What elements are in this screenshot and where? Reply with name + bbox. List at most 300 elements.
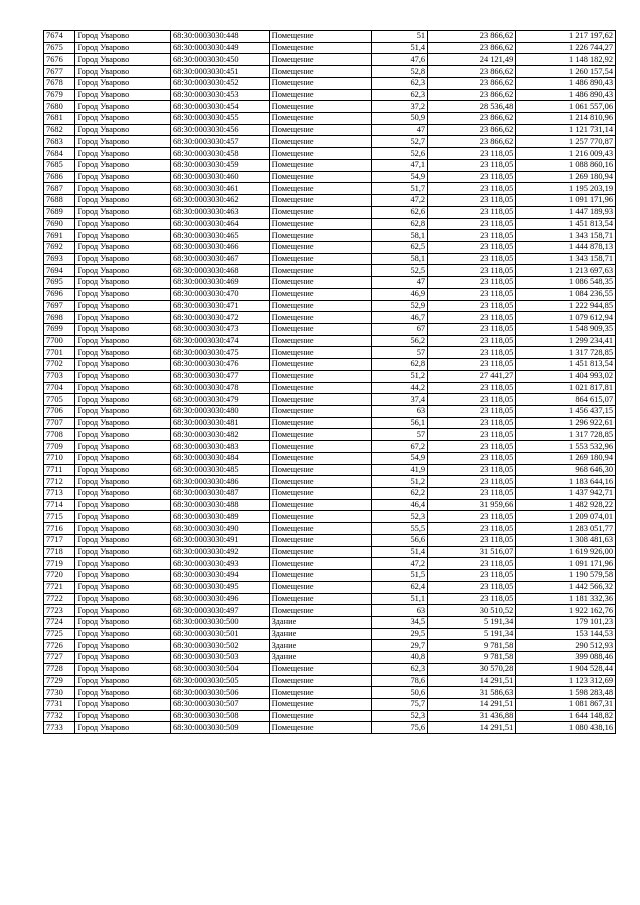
area-cell: 51,7 xyxy=(372,183,428,195)
table-row xyxy=(44,616,616,628)
cadastral-value-cell: 1 486 890,43 xyxy=(516,77,616,89)
table-row xyxy=(44,218,616,230)
row-number-cell: 7689 xyxy=(44,206,75,218)
cadastral-number-cell: 68:30:0003030:497 xyxy=(170,605,269,617)
table-row xyxy=(44,382,616,394)
cadastral-number-cell: 68:30:0003030:471 xyxy=(170,300,269,312)
unit-value-cell: 23 118,05 xyxy=(428,148,516,160)
object-type-cell: Помещение xyxy=(269,265,372,277)
unit-value-cell: 23 118,05 xyxy=(428,265,516,277)
row-number-cell: 7681 xyxy=(44,113,75,125)
area-cell: 47,6 xyxy=(372,54,428,66)
municipality-cell: Город Уварово xyxy=(75,523,171,535)
unit-value-cell: 23 118,05 xyxy=(428,277,516,289)
cadastral-value-cell: 1 451 813,54 xyxy=(516,218,616,230)
object-type-cell: Здание xyxy=(269,652,372,664)
municipality-cell: Город Уварово xyxy=(75,77,171,89)
object-type-cell: Помещение xyxy=(269,241,372,253)
unit-value-cell: 23 118,05 xyxy=(428,382,516,394)
area-cell: 62,8 xyxy=(372,218,428,230)
row-number-cell: 7697 xyxy=(44,300,75,312)
unit-value-cell: 23 118,05 xyxy=(428,558,516,570)
row-number-cell: 7674 xyxy=(44,31,75,43)
row-number-cell: 7675 xyxy=(44,42,75,54)
unit-value-cell: 31 516,07 xyxy=(428,546,516,558)
table-row xyxy=(44,101,616,113)
table-row xyxy=(44,347,616,359)
cadastral-value-cell: 1 086 548,35 xyxy=(516,277,616,289)
unit-value-cell: 23 118,05 xyxy=(428,347,516,359)
object-type-cell: Помещение xyxy=(269,183,372,195)
table-row xyxy=(44,323,616,335)
object-type-cell: Помещение xyxy=(269,54,372,66)
unit-value-cell: 23 118,05 xyxy=(428,488,516,500)
area-cell: 50,6 xyxy=(372,687,428,699)
table-row xyxy=(44,546,616,558)
area-cell: 29,5 xyxy=(372,628,428,640)
table-row xyxy=(44,441,616,453)
object-type-cell: Помещение xyxy=(269,687,372,699)
area-cell: 51,1 xyxy=(372,593,428,605)
cadastral-value-cell: 1 444 878,13 xyxy=(516,241,616,253)
cadastral-number-cell: 68:30:0003030:476 xyxy=(170,359,269,371)
municipality-cell: Город Уварово xyxy=(75,171,171,183)
unit-value-cell: 23 118,05 xyxy=(428,288,516,300)
cadastral-value-cell: 1 283 051,77 xyxy=(516,523,616,535)
cadastral-number-cell: 68:30:0003030:487 xyxy=(170,488,269,500)
unit-value-cell: 23 118,05 xyxy=(428,241,516,253)
object-type-cell: Помещение xyxy=(269,312,372,324)
cadastral-number-cell: 68:30:0003030:470 xyxy=(170,288,269,300)
area-cell: 46,9 xyxy=(372,288,428,300)
area-cell: 41,9 xyxy=(372,464,428,476)
cadastral-value-cell: 1 317 728,85 xyxy=(516,429,616,441)
cadastral-value-cell: 179 101,23 xyxy=(516,616,616,628)
row-number-cell: 7720 xyxy=(44,570,75,582)
row-number-cell: 7711 xyxy=(44,464,75,476)
object-type-cell: Помещение xyxy=(269,89,372,101)
object-type-cell: Помещение xyxy=(269,42,372,54)
municipality-cell: Город Уварово xyxy=(75,616,171,628)
area-cell: 47,2 xyxy=(372,195,428,207)
row-number-cell: 7731 xyxy=(44,698,75,710)
cadastral-number-cell: 68:30:0003030:466 xyxy=(170,241,269,253)
object-type-cell: Помещение xyxy=(269,101,372,113)
row-number-cell: 7709 xyxy=(44,441,75,453)
cadastral-number-cell: 68:30:0003030:483 xyxy=(170,441,269,453)
cadastral-value-cell: 1 548 909,35 xyxy=(516,323,616,335)
row-number-cell: 7687 xyxy=(44,183,75,195)
object-type-cell: Помещение xyxy=(269,698,372,710)
table-row xyxy=(44,159,616,171)
municipality-cell: Город Уварово xyxy=(75,347,171,359)
table-row xyxy=(44,31,616,43)
unit-value-cell: 23 118,05 xyxy=(428,253,516,265)
cadastral-number-cell: 68:30:0003030:505 xyxy=(170,675,269,687)
table-row xyxy=(44,452,616,464)
unit-value-cell: 9 781,58 xyxy=(428,640,516,652)
object-type-cell: Здание xyxy=(269,640,372,652)
table-row xyxy=(44,171,616,183)
cadastral-number-cell: 68:30:0003030:500 xyxy=(170,616,269,628)
cadastral-number-cell: 68:30:0003030:473 xyxy=(170,323,269,335)
area-cell: 52,3 xyxy=(372,710,428,722)
unit-value-cell: 23 866,62 xyxy=(428,136,516,148)
object-type-cell: Помещение xyxy=(269,511,372,523)
area-cell: 52,9 xyxy=(372,300,428,312)
row-number-cell: 7692 xyxy=(44,241,75,253)
cadastral-number-cell: 68:30:0003030:481 xyxy=(170,417,269,429)
municipality-cell: Город Уварово xyxy=(75,675,171,687)
municipality-cell: Город Уварово xyxy=(75,652,171,664)
object-type-cell: Помещение xyxy=(269,124,372,136)
table-row xyxy=(44,476,616,488)
row-number-cell: 7733 xyxy=(44,722,75,734)
object-type-cell: Помещение xyxy=(269,722,372,734)
cadastral-number-cell: 68:30:0003030:465 xyxy=(170,230,269,242)
cadastral-value-cell: 153 144,53 xyxy=(516,628,616,640)
unit-value-cell: 23 118,05 xyxy=(428,183,516,195)
cadastral-value-cell: 1 308 481,63 xyxy=(516,534,616,546)
area-cell: 56,1 xyxy=(372,417,428,429)
cadastral-value-cell: 1 299 234,41 xyxy=(516,335,616,347)
object-type-cell: Помещение xyxy=(269,206,372,218)
object-type-cell: Помещение xyxy=(269,417,372,429)
object-type-cell: Помещение xyxy=(269,288,372,300)
cadastral-number-cell: 68:30:0003030:501 xyxy=(170,628,269,640)
area-cell: 58,1 xyxy=(372,230,428,242)
unit-value-cell: 23 118,05 xyxy=(428,335,516,347)
cadastral-number-cell: 68:30:0003030:503 xyxy=(170,652,269,664)
municipality-cell: Город Уварово xyxy=(75,148,171,160)
object-type-cell: Помещение xyxy=(269,323,372,335)
object-type-cell: Помещение xyxy=(269,499,372,511)
object-type-cell: Помещение xyxy=(269,218,372,230)
cadastral-value-cell: 1 209 074,01 xyxy=(516,511,616,523)
table-row xyxy=(44,370,616,382)
area-cell: 37,2 xyxy=(372,101,428,113)
table-row xyxy=(44,710,616,722)
municipality-cell: Город Уварово xyxy=(75,206,171,218)
cadastral-number-cell: 68:30:0003030:488 xyxy=(170,499,269,511)
cadastral-value-cell: 1 123 312,69 xyxy=(516,675,616,687)
unit-value-cell: 31 436,88 xyxy=(428,710,516,722)
area-cell: 50,9 xyxy=(372,113,428,125)
municipality-cell: Город Уварово xyxy=(75,429,171,441)
cadastral-value-cell: 1 447 189,93 xyxy=(516,206,616,218)
municipality-cell: Город Уварово xyxy=(75,241,171,253)
unit-value-cell: 31 586,63 xyxy=(428,687,516,699)
table-row xyxy=(44,593,616,605)
row-number-cell: 7706 xyxy=(44,406,75,418)
cadastral-value-cell: 1 922 162,76 xyxy=(516,605,616,617)
area-cell: 58,1 xyxy=(372,253,428,265)
area-cell: 54,9 xyxy=(372,171,428,183)
cadastral-number-cell: 68:30:0003030:464 xyxy=(170,218,269,230)
cadastral-value-cell: 1 598 283,48 xyxy=(516,687,616,699)
cadastral-number-cell: 68:30:0003030:507 xyxy=(170,698,269,710)
table-row xyxy=(44,136,616,148)
municipality-cell: Город Уварово xyxy=(75,546,171,558)
table-row xyxy=(44,66,616,78)
cadastral-value-cell: 1 451 813,54 xyxy=(516,359,616,371)
row-number-cell: 7724 xyxy=(44,616,75,628)
row-number-cell: 7680 xyxy=(44,101,75,113)
cadastral-number-cell: 68:30:0003030:457 xyxy=(170,136,269,148)
unit-value-cell: 23 118,05 xyxy=(428,230,516,242)
municipality-cell: Город Уварово xyxy=(75,31,171,43)
table-row xyxy=(44,511,616,523)
cadastral-value-cell: 1 269 180,94 xyxy=(516,171,616,183)
cadastral-number-cell: 68:30:0003030:484 xyxy=(170,452,269,464)
unit-value-cell: 23 118,05 xyxy=(428,159,516,171)
cadastral-number-cell: 68:30:0003030:472 xyxy=(170,312,269,324)
cadastral-number-cell: 68:30:0003030:475 xyxy=(170,347,269,359)
municipality-cell: Город Уварово xyxy=(75,359,171,371)
row-number-cell: 7704 xyxy=(44,382,75,394)
table-row xyxy=(44,675,616,687)
area-cell: 56,2 xyxy=(372,335,428,347)
cadastral-value-cell: 1 079 612,94 xyxy=(516,312,616,324)
object-type-cell: Помещение xyxy=(269,675,372,687)
municipality-cell: Город Уварово xyxy=(75,253,171,265)
cadastral-number-cell: 68:30:0003030:460 xyxy=(170,171,269,183)
cadastral-value-cell: 1 121 731,14 xyxy=(516,124,616,136)
table-row xyxy=(44,335,616,347)
table-row xyxy=(44,253,616,265)
cadastral-value-cell: 1 456 437,15 xyxy=(516,406,616,418)
municipality-cell: Город Уварово xyxy=(75,323,171,335)
area-cell: 40,8 xyxy=(372,652,428,664)
row-number-cell: 7716 xyxy=(44,523,75,535)
area-cell: 62,4 xyxy=(372,581,428,593)
table-row xyxy=(44,640,616,652)
object-type-cell: Помещение xyxy=(269,534,372,546)
cadastral-value-cell: 1 084 236,55 xyxy=(516,288,616,300)
row-number-cell: 7686 xyxy=(44,171,75,183)
table-row xyxy=(44,488,616,500)
row-number-cell: 7710 xyxy=(44,452,75,464)
municipality-cell: Город Уварово xyxy=(75,488,171,500)
table-row xyxy=(44,113,616,125)
object-type-cell: Помещение xyxy=(269,663,372,675)
table-row xyxy=(44,534,616,546)
cadastral-number-cell: 68:30:0003030:478 xyxy=(170,382,269,394)
cadastral-number-cell: 68:30:0003030:463 xyxy=(170,206,269,218)
cadastral-number-cell: 68:30:0003030:455 xyxy=(170,113,269,125)
row-number-cell: 7676 xyxy=(44,54,75,66)
table-row xyxy=(44,722,616,734)
row-number-cell: 7696 xyxy=(44,288,75,300)
municipality-cell: Город Уварово xyxy=(75,394,171,406)
row-number-cell: 7683 xyxy=(44,136,75,148)
municipality-cell: Город Уварово xyxy=(75,113,171,125)
unit-value-cell: 9 781,58 xyxy=(428,652,516,664)
municipality-cell: Город Уварово xyxy=(75,277,171,289)
cadastral-value-cell: 1 296 922,61 xyxy=(516,417,616,429)
area-cell: 62,5 xyxy=(372,241,428,253)
unit-value-cell: 23 118,05 xyxy=(428,511,516,523)
row-number-cell: 7713 xyxy=(44,488,75,500)
unit-value-cell: 23 866,62 xyxy=(428,77,516,89)
cadastral-value-cell: 968 646,30 xyxy=(516,464,616,476)
municipality-cell: Город Уварово xyxy=(75,370,171,382)
table-row xyxy=(44,698,616,710)
municipality-cell: Город Уварово xyxy=(75,124,171,136)
cadastral-number-cell: 68:30:0003030:490 xyxy=(170,523,269,535)
area-cell: 62,2 xyxy=(372,488,428,500)
municipality-cell: Город Уварово xyxy=(75,335,171,347)
row-number-cell: 7679 xyxy=(44,89,75,101)
cadastral-value-cell: 1 644 148,82 xyxy=(516,710,616,722)
unit-value-cell: 27 441,27 xyxy=(428,370,516,382)
area-cell: 51,2 xyxy=(372,370,428,382)
unit-value-cell: 23 118,05 xyxy=(428,570,516,582)
object-type-cell: Помещение xyxy=(269,230,372,242)
cadastral-value-cell: 1 190 579,58 xyxy=(516,570,616,582)
area-cell: 52,5 xyxy=(372,265,428,277)
area-cell: 62,8 xyxy=(372,359,428,371)
table-row xyxy=(44,394,616,406)
object-type-cell: Помещение xyxy=(269,159,372,171)
area-cell: 63 xyxy=(372,406,428,418)
object-type-cell: Помещение xyxy=(269,347,372,359)
table-row xyxy=(44,206,616,218)
cadastral-number-cell: 68:30:0003030:468 xyxy=(170,265,269,277)
row-number-cell: 7723 xyxy=(44,605,75,617)
municipality-cell: Город Уварово xyxy=(75,476,171,488)
cadastral-value-cell: 1 442 566,32 xyxy=(516,581,616,593)
unit-value-cell: 14 291,51 xyxy=(428,675,516,687)
unit-value-cell: 30 510,52 xyxy=(428,605,516,617)
object-type-cell: Помещение xyxy=(269,77,372,89)
cadastral-value-cell: 1 486 890,43 xyxy=(516,89,616,101)
area-cell: 52,3 xyxy=(372,511,428,523)
municipality-cell: Город Уварово xyxy=(75,406,171,418)
cadastral-number-cell: 68:30:0003030:502 xyxy=(170,640,269,652)
table-row xyxy=(44,429,616,441)
cadastral-number-cell: 68:30:0003030:489 xyxy=(170,511,269,523)
table-row xyxy=(44,605,616,617)
area-cell: 67 xyxy=(372,323,428,335)
municipality-cell: Город Уварово xyxy=(75,101,171,113)
unit-value-cell: 23 866,62 xyxy=(428,113,516,125)
object-type-cell: Здание xyxy=(269,628,372,640)
row-number-cell: 7690 xyxy=(44,218,75,230)
area-cell: 57 xyxy=(372,429,428,441)
unit-value-cell: 23 118,05 xyxy=(428,534,516,546)
row-number-cell: 7715 xyxy=(44,511,75,523)
unit-value-cell: 23 118,05 xyxy=(428,581,516,593)
unit-value-cell: 30 570,28 xyxy=(428,663,516,675)
row-number-cell: 7695 xyxy=(44,277,75,289)
cadastral-number-cell: 68:30:0003030:474 xyxy=(170,335,269,347)
municipality-cell: Город Уварово xyxy=(75,288,171,300)
row-number-cell: 7721 xyxy=(44,581,75,593)
municipality-cell: Город Уварово xyxy=(75,698,171,710)
table-row xyxy=(44,523,616,535)
cadastral-number-cell: 68:30:0003030:462 xyxy=(170,195,269,207)
area-cell: 67,2 xyxy=(372,441,428,453)
area-cell: 52,6 xyxy=(372,148,428,160)
object-type-cell: Помещение xyxy=(269,593,372,605)
area-cell: 57 xyxy=(372,347,428,359)
cadastral-number-cell: 68:30:0003030:456 xyxy=(170,124,269,136)
municipality-cell: Город Уварово xyxy=(75,66,171,78)
municipality-cell: Город Уварово xyxy=(75,640,171,652)
unit-value-cell: 24 121,49 xyxy=(428,54,516,66)
object-type-cell: Помещение xyxy=(269,605,372,617)
unit-value-cell: 23 118,05 xyxy=(428,394,516,406)
area-cell: 51,4 xyxy=(372,546,428,558)
municipality-cell: Город Уварово xyxy=(75,417,171,429)
area-cell: 75,7 xyxy=(372,698,428,710)
cadastral-value-cell: 1 195 203,19 xyxy=(516,183,616,195)
municipality-cell: Город Уварово xyxy=(75,687,171,699)
unit-value-cell: 23 866,62 xyxy=(428,42,516,54)
municipality-cell: Город Уварово xyxy=(75,300,171,312)
unit-value-cell: 23 118,05 xyxy=(428,312,516,324)
municipality-cell: Город Уварово xyxy=(75,722,171,734)
object-type-cell: Помещение xyxy=(269,171,372,183)
row-number-cell: 7717 xyxy=(44,534,75,546)
cadastral-number-cell: 68:30:0003030:480 xyxy=(170,406,269,418)
row-number-cell: 7694 xyxy=(44,265,75,277)
unit-value-cell: 14 291,51 xyxy=(428,698,516,710)
cadastral-number-cell: 68:30:0003030:461 xyxy=(170,183,269,195)
table-row xyxy=(44,77,616,89)
cadastral-value-cell: 1 183 644,16 xyxy=(516,476,616,488)
area-cell: 52,8 xyxy=(372,66,428,78)
area-cell: 51,4 xyxy=(372,42,428,54)
cadastral-number-cell: 68:30:0003030:449 xyxy=(170,42,269,54)
municipality-cell: Город Уварово xyxy=(75,558,171,570)
cadastral-value-cell: 1 904 528,44 xyxy=(516,663,616,675)
area-cell: 56,6 xyxy=(372,534,428,546)
municipality-cell: Город Уварово xyxy=(75,159,171,171)
area-cell: 63 xyxy=(372,605,428,617)
municipality-cell: Город Уварово xyxy=(75,464,171,476)
row-number-cell: 7714 xyxy=(44,499,75,511)
municipality-cell: Город Уварово xyxy=(75,663,171,675)
cadastral-number-cell: 68:30:0003030:492 xyxy=(170,546,269,558)
table-row xyxy=(44,687,616,699)
table-row xyxy=(44,54,616,66)
cadastral-value-cell: 1 091 171,96 xyxy=(516,558,616,570)
cadastral-number-cell: 68:30:0003030:485 xyxy=(170,464,269,476)
area-cell: 34,5 xyxy=(372,616,428,628)
municipality-cell: Город Уварово xyxy=(75,42,171,54)
area-cell: 29,7 xyxy=(372,640,428,652)
cadastral-value-cell: 1 619 926,00 xyxy=(516,546,616,558)
municipality-cell: Город Уварово xyxy=(75,183,171,195)
object-type-cell: Помещение xyxy=(269,464,372,476)
cadastral-value-cell: 1 553 532,96 xyxy=(516,441,616,453)
table-row xyxy=(44,628,616,640)
table-row xyxy=(44,241,616,253)
area-cell: 75,6 xyxy=(372,722,428,734)
cadastral-number-cell: 68:30:0003030:477 xyxy=(170,370,269,382)
unit-value-cell: 23 866,62 xyxy=(428,124,516,136)
object-type-cell: Помещение xyxy=(269,406,372,418)
municipality-cell: Город Уварово xyxy=(75,628,171,640)
unit-value-cell: 14 291,51 xyxy=(428,722,516,734)
row-number-cell: 7705 xyxy=(44,394,75,406)
area-cell: 51 xyxy=(372,31,428,43)
cadastral-value-cell: 1 260 157,54 xyxy=(516,66,616,78)
municipality-cell: Город Уварово xyxy=(75,511,171,523)
area-cell: 37,4 xyxy=(372,394,428,406)
